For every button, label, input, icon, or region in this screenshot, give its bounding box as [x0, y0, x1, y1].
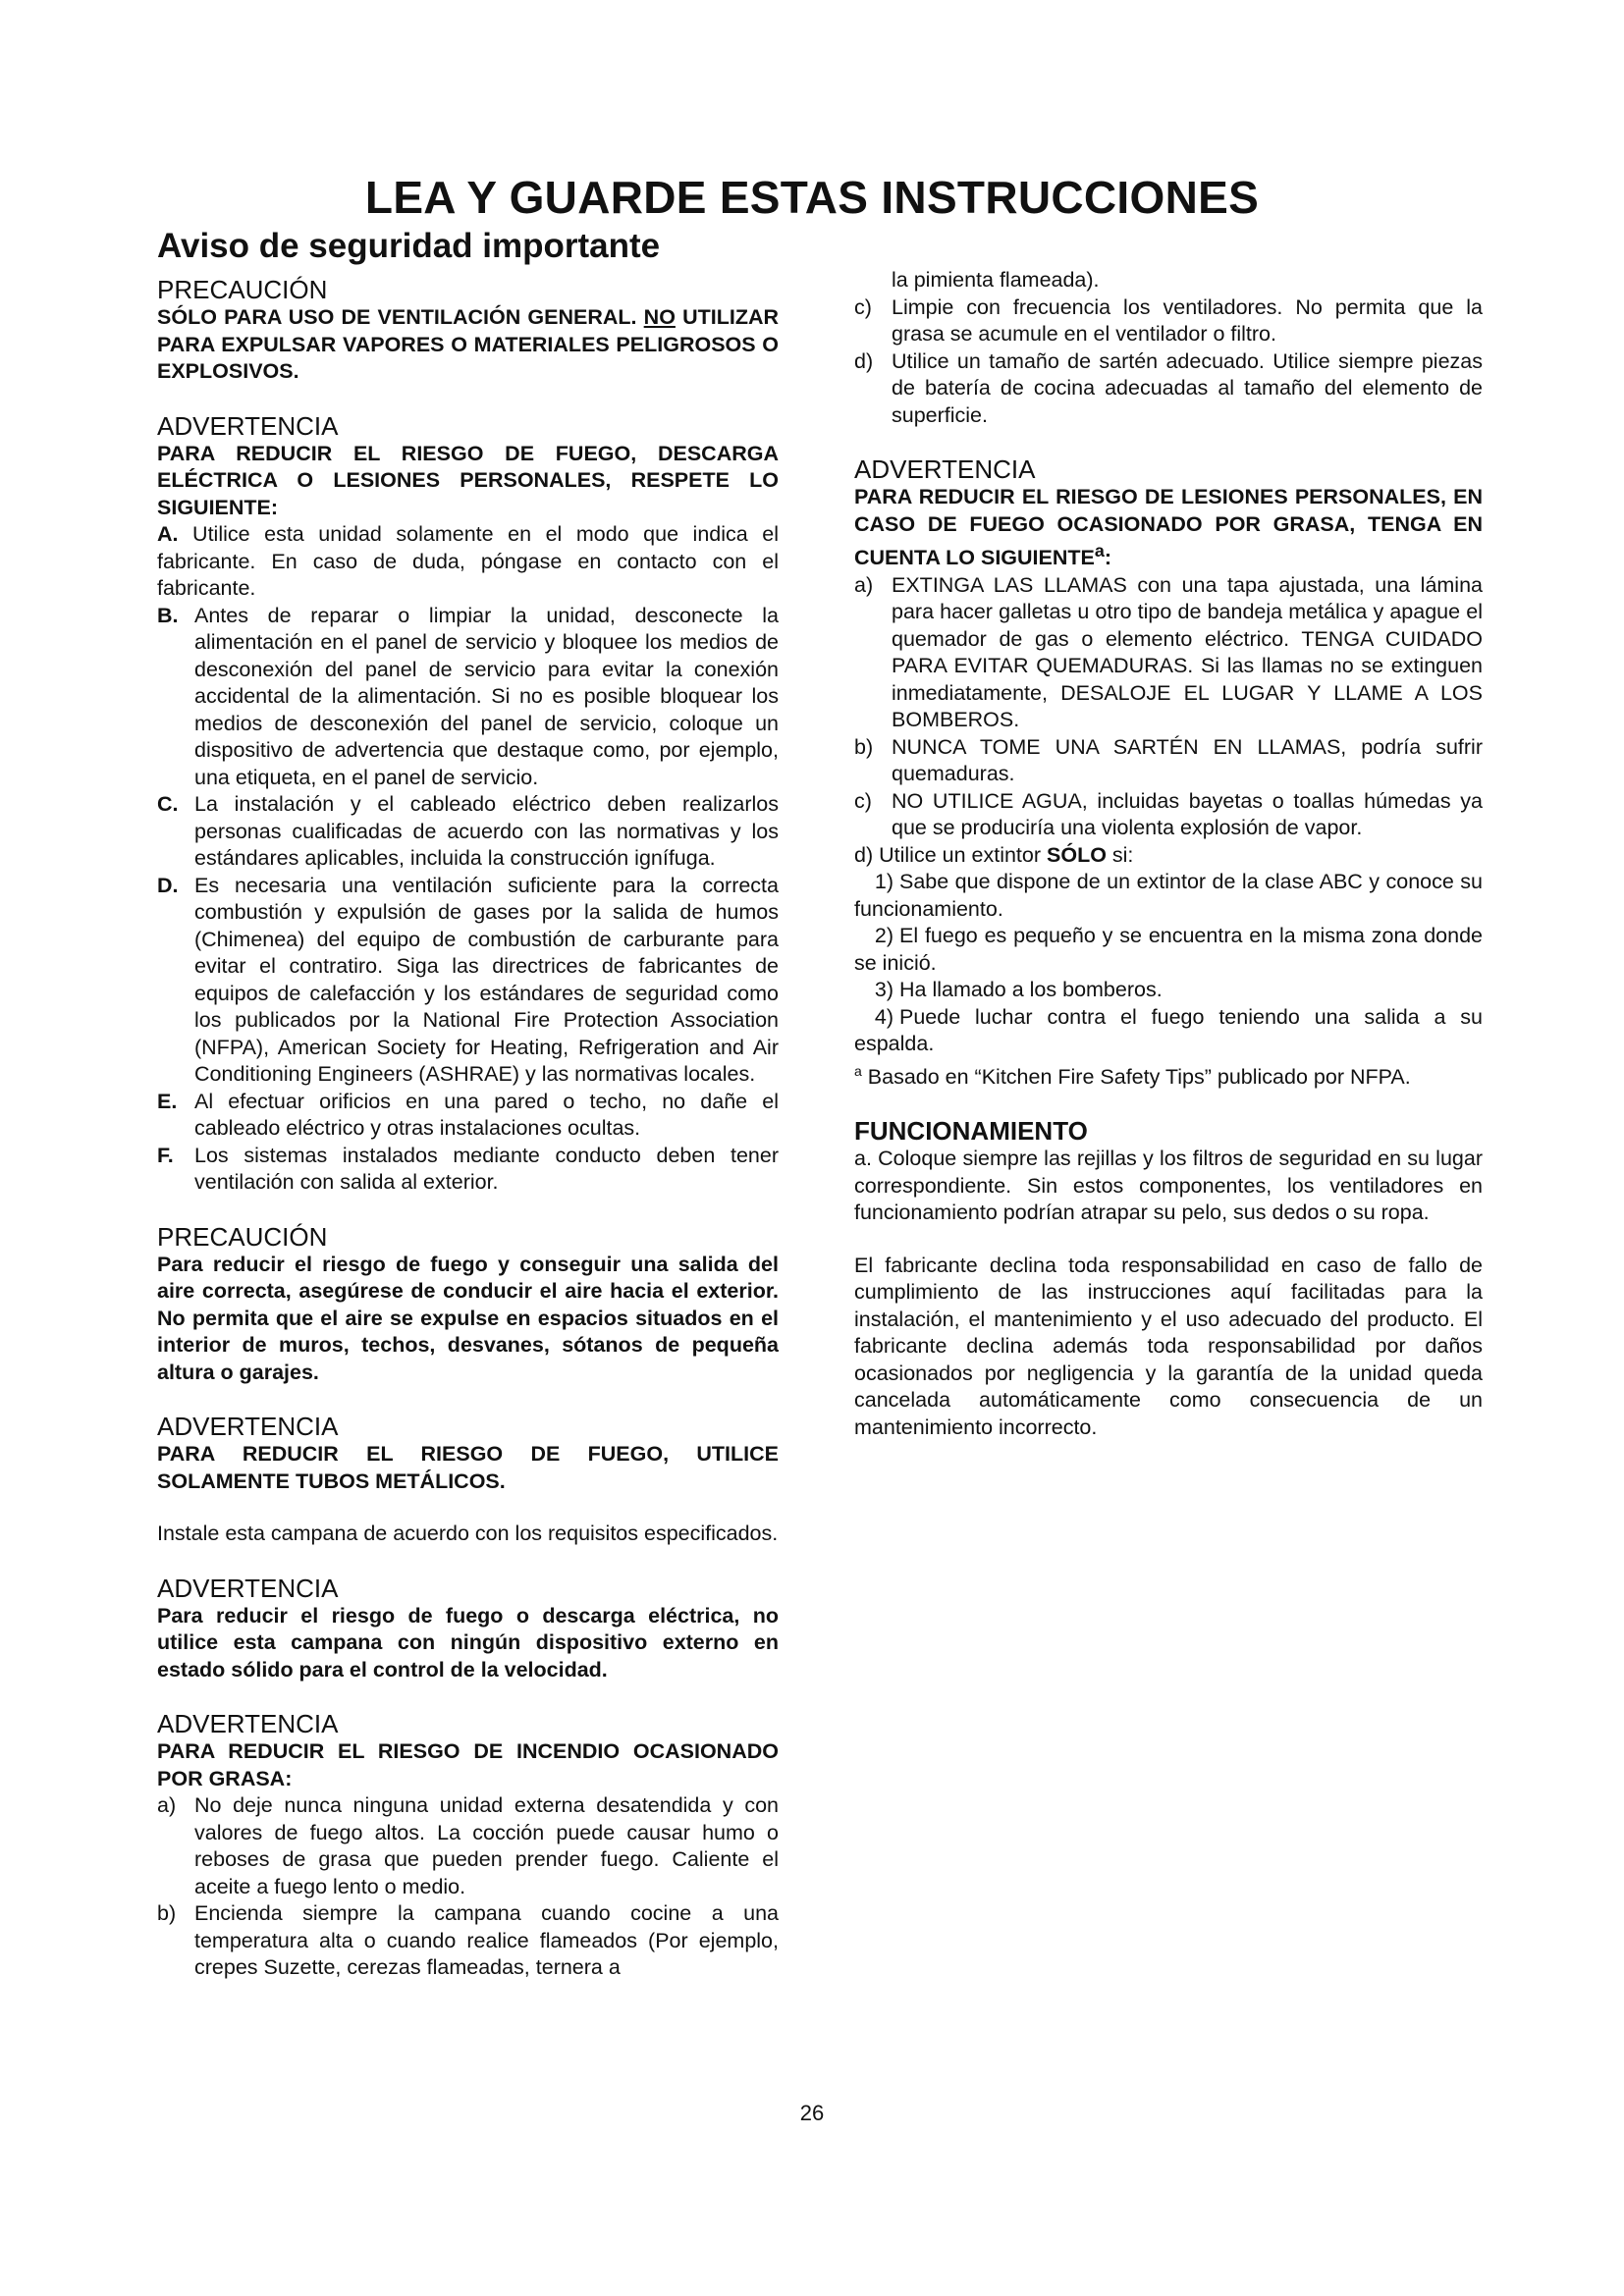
list-item: a) EXTINGA LAS LLAMAS con una tapa ajustada, una lámina para hacer galletas u otro tipo de bandeja metálica y apague el quemador de gas o elemento eléctrico. TENGA CUIDADO PARA EVITAR QUEMADURAS. Si las llamas no se extinguen inmediatamente, DESALOJE EL LUGAR Y LLAME A LOS BOMBEROS.: [854, 572, 1483, 732]
sub-list-item: 2) El fuego es pequeño y se encuentra en la misma zona donde se inició.: [854, 924, 1483, 975]
section-heading: ADVERTENCIA: [157, 1412, 339, 1441]
paragraph: El fabricante declina toda responsabilidad en caso de fallo de cumplimiento de las instrucciones aquí facilitadas para la instalación, el mantenimiento y el uso adecuado del producto. El fabricante declina además toda responsabilidad por daños ocasionados por negligencia y la garantía de la unidad queda cancelada automáticamente como consecuencia de un mantenimiento incorrecto.: [854, 1253, 1483, 1439]
warning-text: PARA REDUCIR EL RIESGO DE FUEGO, DESCARGA ELÉCTRICA O LESIONES PERSONALES, RESPETE LO SIGUIENTE:: [157, 441, 779, 519]
footnote: $^a$ Basado en “Kitchen Fire Safety Tips” publicado por NFPA.: [854, 1062, 1411, 1089]
sub-list-item: 3) Ha llamado a los bomberos.: [874, 978, 1163, 1002]
left-column: [157, 275, 779, 2007]
list-item: C. La instalación y el cableado eléctrico deben realizarlos personas cualificadas de acuerdo con las normativas y los estándares aplicables, incluida la construcción ignífuga.: [157, 792, 779, 870]
warning-grease-fire-injury: [854, 454, 1483, 1091]
list-item: la pimienta flameada).: [892, 268, 1100, 292]
list-item: D. Es necesaria una ventilación suficiente para la correcta combustión y expulsión de gases por la salida de humos (Chimenea) del equipo de combustión de carburante para evitar el contratiro. Siga las directrices de fabricantes de equipos de calefacción y los estándares de seguridad como los publicados por la National Fire Protection Association (NFPA), American Society for Heating, Refrigeration and Air Conditioning Engineers (ASHRAE) y las normativas locales.: [157, 873, 779, 1086]
list-item: b) Encienda siempre la campana cuando cocine a una temperatura alta o cuando realice flameados (Por ejemplo, crepes Suzette, cerezas flameadas, ternera a: [157, 1901, 779, 1979]
caution-text: Para reducir el riesgo de fuego y conseguir una salida del aire correcta, asegúrese de conducir el aire hacia el exterior. No permita que el aire se expulse en espacios situados en el interior de muros, techos, desvanes, sótanos de pequeña altura o garajes.: [157, 1252, 779, 1384]
warning-metal-ducts: [157, 1412, 779, 1495]
list-item: b) NUNCA TOME UNA SARTÉN EN LLAMAS, podría sufrir quemaduras.: [854, 734, 1483, 786]
warning-grease-fire: [157, 1709, 779, 1982]
sub-list-item: 4) Puede luchar contra el fuego teniendo una salida a su espalda.: [854, 1004, 1483, 1056]
page-number: 26: [799, 2101, 825, 2125]
right-column: [854, 267, 1483, 1467]
sub-list-item: 1) Sabe que dispone de un extintor de la clase ABC y conoce su funcionamiento.: [854, 870, 1483, 921]
section-heading: FUNCIONAMIENTO: [854, 1116, 1088, 1147]
warning-text: PARA REDUCIR EL RIESGO DE INCENDIO OCASIONADO POR GRASA:: [157, 1739, 779, 1790]
list-item: A. Utilice esta unidad solamente en el modo que indica el fabricante. En caso de duda, póngase en contacto con el fabricante.: [157, 522, 780, 600]
list-item: E. Al efectuar orificios en una pared o techo, no dañe el cableado eléctrico y otras instalaciones ocultas.: [157, 1089, 779, 1140]
page-title: LEA Y GUARDE ESTAS INSTRUCCIONES: [364, 172, 1260, 223]
list-item: c) Limpie con frecuencia los ventiladores. No permita que la grasa se acumule en el ventilador o filtro.: [854, 294, 1483, 346]
warning-text: PARA REDUCIR EL RIESGO DE LESIONES PERSONALES, EN CASO DE FUEGO OCASIONADO POR GRASA, TENGA EN CUENTA LO SIGUIENTE$^a$:: [854, 485, 1483, 570]
install-note: [157, 1521, 779, 1548]
section-heading: ADVERTENCIA: [157, 410, 339, 441]
paragraph: a. Coloque siempre las rejillas y los filtros de seguridad en su lugar correspondiente. Sin estos componentes, los ventiladores en funcionamiento podrían atrapar su pelo, sus dedos o su ropa.: [854, 1147, 1483, 1225]
page-subtitle: Aviso de seguridad importante: [157, 227, 661, 265]
manufacturer-disclaimer: [854, 1253, 1483, 1442]
warning-text: Para reducir el riesgo de fuego o descarga eléctrica, no utilice esta campana con ningún dispositivo externo en estado sólido para el control de la velocidad.: [157, 1603, 779, 1682]
section-heading: ADVERTENCIA: [854, 454, 1036, 484]
list-item: B. Antes de reparar o limpiar la unidad, desconecte la alimentación en el panel de servicio y bloquee los medios de desconexión del panel de servicio para evitar la conexión accidental de la alimentación. Si no es posible bloquear los medios de desconexión del panel de servicio, coloque un dispositivo de advertencia que destaque como, por ejemplo, una etiqueta, en el panel de servicio.: [157, 603, 779, 789]
caution-exhaust-outside: [157, 1222, 779, 1387]
list-item: F. Los sistemas instalados mediante conducto deben tener ventilación con salida al exterior.: [157, 1143, 779, 1194]
grease-fire-continued: [854, 267, 1483, 429]
list-item: d) Utilice un extintor SÓLO si:: [854, 842, 1134, 867]
list-item: a) No deje nunca ninguna unidad externa desatendida y con valores de fuego altos. La cocción puede causar humo o reboses de grasa que pueden prender fuego. Caliente el aceite a fuego lento o medio.: [157, 1793, 779, 1898]
section-heading: ADVERTENCIA: [157, 1573, 339, 1603]
warning-text: PARA REDUCIR EL RIESGO DE FUEGO, UTILICE SOLAMENTE TUBOS METÁLICOS.: [157, 1442, 779, 1493]
caution-general-ventilation: [157, 275, 779, 386]
operation-section: [854, 1116, 1483, 1227]
paragraph: Instale esta campana de acuerdo con los requisitos especificados.: [157, 1522, 779, 1545]
list-item: c) NO UTILICE AGUA, incluidas bayetas o toallas húmedas ya que se produciría una violenta explosión de vapor.: [854, 788, 1483, 840]
section-heading: PRECAUCIÓN: [157, 1221, 328, 1252]
section-heading: PRECAUCIÓN: [157, 275, 328, 304]
section-heading: ADVERTENCIA: [157, 1709, 339, 1738]
warning-fire-shock-injury: [157, 411, 779, 1197]
warning-speed-control: [157, 1574, 779, 1684]
list-item: d) Utilice un tamaño de sartén adecuado. Utilice siempre piezas de batería de cocina adecuadas al tamaño del elemento de superficie.: [854, 348, 1483, 427]
caution-text: SÓLO PARA USO DE VENTILACIÓN GENERAL. NO UTILIZAR PARA EXPULSAR VAPORES O MATERIALES PELIGROSOS O EXPLOSIVOS.: [157, 305, 780, 383]
